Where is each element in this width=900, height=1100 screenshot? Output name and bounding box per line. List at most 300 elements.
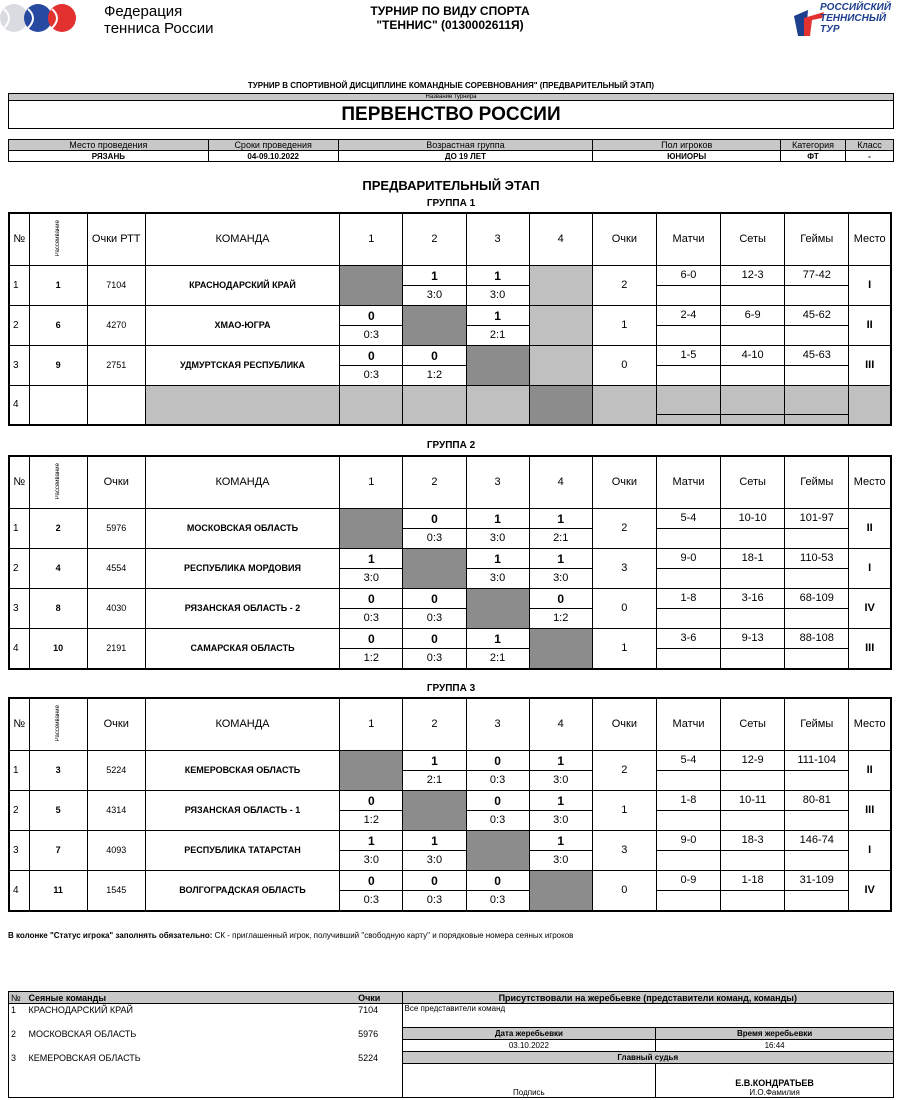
result-sets: 3:0 bbox=[553, 853, 569, 866]
result-score: 1 bbox=[403, 266, 465, 286]
note bbox=[8, 931, 573, 940]
info-table bbox=[8, 139, 894, 162]
col-games-header: Геймы bbox=[785, 213, 849, 265]
col-seed-header bbox=[29, 456, 87, 508]
empty-cell bbox=[529, 345, 592, 385]
self-cell bbox=[340, 750, 403, 790]
empty-cell bbox=[529, 265, 592, 305]
spacer bbox=[9, 1040, 27, 1052]
row-matches-value: 9-0 bbox=[657, 831, 720, 851]
result-score: 0 bbox=[340, 346, 402, 366]
row-matches-value: 1-8 bbox=[657, 791, 720, 811]
result-cell bbox=[340, 830, 403, 870]
col-seed-header bbox=[29, 213, 87, 265]
result-score: 0 bbox=[467, 791, 529, 811]
col-sets-header: Сеты bbox=[721, 456, 785, 508]
result-cell bbox=[529, 548, 592, 588]
result-score: 1 bbox=[467, 509, 529, 529]
row-total: 1 bbox=[592, 305, 656, 345]
result-sets: 0:3 bbox=[489, 813, 506, 826]
col-1-header: 1 bbox=[340, 213, 403, 265]
row-games bbox=[785, 345, 849, 385]
judge-name: Е.В.КОНДРАТЬЕВ bbox=[735, 1078, 814, 1088]
row-sets-value: 10-11 bbox=[721, 791, 784, 811]
row-sets bbox=[721, 870, 785, 911]
result-sets: 2:1 bbox=[489, 651, 506, 664]
self-cell bbox=[466, 588, 529, 628]
col-games-header: Геймы bbox=[785, 698, 849, 750]
result-cell bbox=[403, 345, 466, 385]
result-score: 1 bbox=[467, 306, 529, 326]
self-cell bbox=[403, 790, 466, 830]
row-total: 2 bbox=[592, 265, 656, 305]
row-seed: 6 bbox=[29, 305, 87, 345]
row-no: 2 bbox=[9, 790, 29, 830]
col-matches-header: Матчи bbox=[656, 698, 720, 750]
bottom-table bbox=[8, 991, 894, 1098]
row-place: IV bbox=[849, 588, 891, 628]
row-rating: 4030 bbox=[87, 588, 145, 628]
row-seed: 1 bbox=[29, 265, 87, 305]
tournament-name-label: Название турнира bbox=[8, 93, 894, 101]
result-cell bbox=[340, 790, 403, 830]
col-points-header: Очки bbox=[592, 213, 656, 265]
row-games-value: 31-109 bbox=[785, 871, 848, 891]
col-points-header: Очки bbox=[592, 698, 656, 750]
seeded-team: МОСКОВСКАЯ ОБЛАСТЬ bbox=[28, 1028, 137, 1039]
row-sets-value: 4-10 bbox=[721, 346, 784, 366]
result-sets: 0:3 bbox=[363, 328, 379, 341]
row-total bbox=[592, 385, 656, 425]
group-title: ГРУППА 1 bbox=[426, 198, 476, 209]
stage-title: ПРЕДВАРИТЕЛЬНЫЙ ЭТАП bbox=[362, 178, 540, 193]
row-matches bbox=[656, 548, 720, 588]
result-sets: 0:3 bbox=[426, 531, 443, 544]
row-games-value: 77-42 bbox=[785, 266, 848, 286]
table-row bbox=[9, 265, 891, 305]
row-matches bbox=[656, 588, 720, 628]
row-sets bbox=[721, 508, 785, 548]
empty-cell bbox=[466, 385, 529, 425]
result-sets: 3:0 bbox=[426, 853, 443, 866]
result-cell bbox=[340, 628, 403, 669]
row-place bbox=[849, 385, 891, 425]
row-sets-value: 10-10 bbox=[721, 509, 784, 529]
col-points-header: Очки bbox=[592, 456, 656, 508]
spacer bbox=[356, 1064, 402, 1098]
row-matches bbox=[656, 265, 720, 305]
result-cell bbox=[466, 508, 529, 548]
header-line1: ТУРНИР ПО ВИДУ СПОРТА bbox=[370, 4, 530, 18]
info-header: Пол игроков bbox=[593, 140, 781, 151]
col-team-header: КОМАНДА bbox=[145, 213, 339, 265]
row-rating: 5224 bbox=[87, 750, 145, 790]
table-row bbox=[9, 548, 891, 588]
row-no: 4 bbox=[9, 870, 29, 911]
row-matches-value: 9-0 bbox=[657, 549, 720, 569]
self-cell bbox=[403, 548, 466, 588]
row-games bbox=[785, 508, 849, 548]
row-total: 2 bbox=[592, 508, 656, 548]
seed-header-text: Рассеивание bbox=[55, 462, 62, 499]
result-score: 1 bbox=[530, 751, 592, 771]
result-score: 0 bbox=[467, 751, 529, 771]
self-cell bbox=[403, 305, 466, 345]
table-row bbox=[9, 385, 891, 425]
seed-header-text: Рассеивание bbox=[55, 219, 62, 256]
row-games bbox=[785, 265, 849, 305]
col-4-header: 4 bbox=[529, 456, 592, 508]
federation-line2: тенниса России bbox=[104, 20, 214, 37]
row-place: II bbox=[849, 750, 891, 790]
row-games bbox=[785, 830, 849, 870]
col-place-header: Место bbox=[849, 698, 891, 750]
row-rating: 2191 bbox=[87, 628, 145, 669]
result-sets: 3:0 bbox=[489, 571, 506, 584]
group-table bbox=[8, 212, 892, 426]
result-cell bbox=[403, 750, 466, 790]
result-cell bbox=[466, 305, 529, 345]
result-sets: 0:3 bbox=[426, 611, 443, 624]
row-rating: 5976 bbox=[87, 508, 145, 548]
spacer bbox=[356, 1016, 402, 1028]
info-header: Возрастная группа bbox=[338, 140, 593, 151]
row-matches-value: 5-4 bbox=[657, 509, 720, 529]
table-row bbox=[9, 628, 891, 669]
row-seed: 9 bbox=[29, 345, 87, 385]
row-games bbox=[785, 548, 849, 588]
result-sets: 3:0 bbox=[553, 773, 569, 786]
col-rating-header: Очки bbox=[87, 456, 145, 508]
col-4-header: 4 bbox=[529, 213, 592, 265]
row-seed: 5 bbox=[29, 790, 87, 830]
row-games bbox=[785, 750, 849, 790]
row-games-value: 68-109 bbox=[785, 589, 848, 609]
result-score: 1 bbox=[467, 629, 529, 649]
result-sets: 0:3 bbox=[363, 611, 379, 624]
row-place: I bbox=[849, 830, 891, 870]
result-score: 0 bbox=[403, 589, 465, 609]
seeded-team-header: Сеяные команды bbox=[26, 992, 356, 1004]
row-rating: 4093 bbox=[87, 830, 145, 870]
col-no-header: № bbox=[9, 698, 29, 750]
row-seed bbox=[29, 385, 87, 425]
row-rating: 2751 bbox=[87, 345, 145, 385]
result-score: 1 bbox=[467, 549, 529, 569]
col-1-header: 1 bbox=[340, 698, 403, 750]
result-sets: 3:0 bbox=[553, 813, 569, 826]
row-matches bbox=[656, 508, 720, 548]
result-cell bbox=[466, 548, 529, 588]
seeded-no: 2 bbox=[9, 1028, 27, 1040]
row-total: 1 bbox=[592, 628, 656, 669]
result-sets: 3:0 bbox=[553, 571, 569, 584]
row-team: САМАРСКАЯ ОБЛАСТЬ bbox=[145, 628, 339, 669]
empty-cell bbox=[656, 385, 720, 425]
result-cell bbox=[340, 305, 403, 345]
result-score: 1 bbox=[403, 751, 465, 771]
col-team-header: КОМАНДА bbox=[145, 698, 339, 750]
group-table bbox=[8, 455, 892, 670]
result-sets: 0:3 bbox=[489, 773, 506, 786]
result-cell bbox=[466, 628, 529, 669]
judge-name-label: И.О.Фамилия bbox=[749, 1088, 800, 1097]
table-row bbox=[9, 588, 891, 628]
row-team: РЕСПУБЛИКА МОРДОВИЯ bbox=[145, 548, 339, 588]
row-seed: 7 bbox=[29, 830, 87, 870]
result-cell bbox=[340, 345, 403, 385]
row-rating: 4554 bbox=[87, 548, 145, 588]
result-cell bbox=[466, 265, 529, 305]
result-score: 0 bbox=[403, 509, 465, 529]
present-value: Все представители команд bbox=[402, 1004, 893, 1028]
col-3-header: 3 bbox=[466, 698, 529, 750]
row-games-value: 146-74 bbox=[785, 831, 848, 851]
result-sets: 1:2 bbox=[363, 813, 379, 826]
row-seed: 10 bbox=[29, 628, 87, 669]
row-sets bbox=[721, 305, 785, 345]
table-row bbox=[9, 830, 891, 870]
col-3-header: 3 bbox=[466, 213, 529, 265]
row-matches-value: 5-4 bbox=[657, 751, 720, 771]
row-matches bbox=[656, 790, 720, 830]
row-sets-value: 3-16 bbox=[721, 589, 784, 609]
seeded-team: КЕМЕРОВСКАЯ ОБЛАСТЬ bbox=[28, 1052, 141, 1063]
row-total: 1 bbox=[592, 790, 656, 830]
row-sets-value: 18-1 bbox=[721, 549, 784, 569]
row-team: МОСКОВСКАЯ ОБЛАСТЬ bbox=[145, 508, 339, 548]
draw-date-label: Дата жеребьевки bbox=[402, 1028, 656, 1040]
table-row bbox=[9, 508, 891, 548]
row-sets bbox=[721, 830, 785, 870]
result-sets: 1:2 bbox=[426, 368, 443, 381]
row-seed: 3 bbox=[29, 750, 87, 790]
result-cell bbox=[529, 588, 592, 628]
row-matches-value: 2-4 bbox=[657, 306, 720, 326]
row-matches bbox=[656, 750, 720, 790]
row-total: 0 bbox=[592, 588, 656, 628]
seeded-points: 7104 bbox=[358, 1004, 379, 1015]
row-no: 4 bbox=[9, 628, 29, 669]
table-row bbox=[9, 345, 891, 385]
rtt-line3: ТУР bbox=[820, 24, 840, 35]
seeded-points: 5224 bbox=[358, 1052, 379, 1063]
seeded-no: 3 bbox=[9, 1052, 27, 1064]
row-seed: 8 bbox=[29, 588, 87, 628]
row-rating bbox=[87, 385, 145, 425]
tournament-name: ПЕРВЕНСТВО РОССИИ bbox=[8, 101, 894, 129]
row-games-value: 110-53 bbox=[785, 549, 848, 569]
row-team: КРАСНОДАРСКИЙ КРАЙ bbox=[145, 265, 339, 305]
row-sets-value: 12-3 bbox=[721, 266, 784, 286]
row-matches bbox=[656, 305, 720, 345]
row-team: РЕСПУБЛИКА ТАТАРСТАН bbox=[145, 830, 339, 870]
result-cell bbox=[466, 870, 529, 911]
result-score: 1 bbox=[467, 266, 529, 286]
row-matches bbox=[656, 830, 720, 870]
header-line2: "ТЕННИС" (0130002611Я) bbox=[376, 18, 524, 32]
result-cell bbox=[403, 508, 466, 548]
bottom-section bbox=[8, 991, 894, 1098]
note-text: СК - приглашенный игрок, получивший "свободную карту" и порядковые номера сеяных игроков bbox=[212, 931, 574, 940]
result-sets: 3:0 bbox=[489, 531, 506, 544]
row-games-value: 88-108 bbox=[785, 629, 848, 649]
row-games-value: 111-104 bbox=[785, 751, 848, 771]
info-value: РЯЗАНЬ bbox=[9, 151, 209, 162]
seeded-no: 1 bbox=[9, 1004, 27, 1016]
row-no: 2 bbox=[9, 305, 29, 345]
result-sets: 2:1 bbox=[489, 328, 506, 341]
spacer bbox=[9, 1016, 27, 1028]
row-place: III bbox=[849, 790, 891, 830]
draw-date-value: 03.10.2022 bbox=[402, 1040, 656, 1052]
result-cell bbox=[466, 750, 529, 790]
row-place: II bbox=[849, 508, 891, 548]
result-score: 0 bbox=[403, 346, 465, 366]
result-sets: 3:0 bbox=[363, 571, 379, 584]
info-header: Сроки проведения bbox=[208, 140, 338, 151]
spacer bbox=[356, 1040, 402, 1052]
col-sets-header: Сеты bbox=[721, 698, 785, 750]
row-sets bbox=[721, 750, 785, 790]
row-rating: 4314 bbox=[87, 790, 145, 830]
result-score: 1 bbox=[403, 831, 465, 851]
col-2-header: 2 bbox=[403, 213, 466, 265]
col-2-header: 2 bbox=[403, 456, 466, 508]
info-value: ЮНИОРЫ bbox=[593, 151, 781, 162]
row-no: 1 bbox=[9, 750, 29, 790]
result-cell bbox=[403, 830, 466, 870]
row-place: III bbox=[849, 345, 891, 385]
result-cell bbox=[466, 790, 529, 830]
row-games-value: 45-62 bbox=[785, 306, 848, 326]
row-rating: 7104 bbox=[87, 265, 145, 305]
result-cell bbox=[403, 870, 466, 911]
row-matches bbox=[656, 628, 720, 669]
row-team: ХМАО-ЮГРА bbox=[145, 305, 339, 345]
row-games bbox=[785, 870, 849, 911]
seeded-points: 5976 bbox=[358, 1028, 379, 1039]
signature-label: Подпись bbox=[402, 1064, 656, 1098]
col-seed-header bbox=[29, 698, 87, 750]
row-team: УДМУРТСКАЯ РЕСПУБЛИКА bbox=[145, 345, 339, 385]
result-score: 0 bbox=[340, 629, 402, 649]
result-sets: 0:3 bbox=[363, 893, 379, 906]
result-score: 0 bbox=[467, 871, 529, 891]
result-score: 1 bbox=[530, 549, 592, 569]
result-score: 1 bbox=[530, 831, 592, 851]
empty-cell bbox=[785, 385, 849, 425]
row-sets bbox=[721, 265, 785, 305]
note-bold: В колонке "Статус игрока" заполнять обязательно: bbox=[8, 931, 213, 940]
result-score: 0 bbox=[340, 871, 402, 891]
result-sets: 2:1 bbox=[426, 773, 443, 786]
row-sets-value: 1-18 bbox=[721, 871, 784, 891]
group-title: ГРУППА 2 bbox=[426, 440, 476, 451]
seeded-no-header: № bbox=[9, 992, 27, 1004]
row-seed: 11 bbox=[29, 870, 87, 911]
row-rating: 1545 bbox=[87, 870, 145, 911]
spacer bbox=[9, 1064, 27, 1098]
result-score: 1 bbox=[530, 791, 592, 811]
col-place-header: Место bbox=[849, 213, 891, 265]
row-total: 2 bbox=[592, 750, 656, 790]
row-sets-value: 6-9 bbox=[721, 306, 784, 326]
self-cell bbox=[340, 508, 403, 548]
discipline-title: ТУРНИР В СПОРТИВНОЙ ДИСЦИПЛИНЕ КОМАНДНЫЕ СОРЕВНОВАНИЯ" (ПРЕДВАРИТЕЛЬНЫЙ ЭТАП) bbox=[247, 81, 655, 90]
result-cell bbox=[529, 750, 592, 790]
row-matches-value: 6-0 bbox=[657, 266, 720, 286]
result-score: 1 bbox=[530, 509, 592, 529]
seed-header-text: Рассеивание bbox=[55, 704, 62, 741]
empty-cell bbox=[529, 385, 592, 425]
col-4-header: 4 bbox=[529, 698, 592, 750]
col-team-header: КОМАНДА bbox=[145, 456, 339, 508]
federation-name bbox=[104, 3, 213, 37]
row-sets bbox=[721, 628, 785, 669]
empty-cell bbox=[529, 305, 592, 345]
draw-time-value: 16:44 bbox=[656, 1040, 894, 1052]
row-seed: 4 bbox=[29, 548, 87, 588]
row-sets bbox=[721, 345, 785, 385]
row-games bbox=[785, 790, 849, 830]
result-sets: 2:1 bbox=[553, 531, 569, 544]
row-no: 2 bbox=[9, 548, 29, 588]
info-header: Категория bbox=[781, 140, 846, 151]
col-3-header: 3 bbox=[466, 456, 529, 508]
row-matches-value: 1-8 bbox=[657, 589, 720, 609]
row-no: 1 bbox=[9, 265, 29, 305]
draw-time-label: Время жеребьевки bbox=[656, 1028, 894, 1040]
row-matches bbox=[656, 870, 720, 911]
result-score: 0 bbox=[340, 306, 402, 326]
federation-line1: Федерация bbox=[104, 3, 183, 20]
row-sets bbox=[721, 790, 785, 830]
result-cell bbox=[529, 830, 592, 870]
row-total: 3 bbox=[592, 548, 656, 588]
result-sets: 0:3 bbox=[426, 893, 443, 906]
col-matches-header: Матчи bbox=[656, 213, 720, 265]
row-total: 0 bbox=[592, 870, 656, 911]
row-sets-value: 18-3 bbox=[721, 831, 784, 851]
row-games bbox=[785, 588, 849, 628]
empty-cell bbox=[403, 385, 466, 425]
rtt-line1: РОССИЙСКИЙ bbox=[820, 2, 892, 13]
self-cell bbox=[529, 870, 592, 911]
empty-cell bbox=[340, 385, 403, 425]
col-sets-header: Сеты bbox=[721, 213, 785, 265]
result-score: 0 bbox=[403, 629, 465, 649]
info-value: ДО 19 ЛЕТ bbox=[338, 151, 593, 162]
self-cell bbox=[466, 830, 529, 870]
table-row bbox=[9, 305, 891, 345]
row-rating: 4270 bbox=[87, 305, 145, 345]
present-header: Присутствовали на жеребьевке (представители команд, команды) bbox=[402, 992, 893, 1004]
result-sets: 3:0 bbox=[426, 288, 443, 301]
row-no: 1 bbox=[9, 508, 29, 548]
result-cell bbox=[340, 588, 403, 628]
info-value: ФТ bbox=[781, 151, 846, 162]
result-cell bbox=[340, 870, 403, 911]
rtt-line2: ТЕННИСНЫЙ bbox=[820, 13, 887, 24]
row-team: РЯЗАНСКАЯ ОБЛАСТЬ - 1 bbox=[145, 790, 339, 830]
col-no-header: № bbox=[9, 456, 29, 508]
row-games-value: 101-97 bbox=[785, 509, 848, 529]
row-matches bbox=[656, 345, 720, 385]
row-games-value: 80-81 bbox=[785, 791, 848, 811]
spacer bbox=[26, 1016, 356, 1028]
row-team: РЯЗАНСКАЯ ОБЛАСТЬ - 2 bbox=[145, 588, 339, 628]
